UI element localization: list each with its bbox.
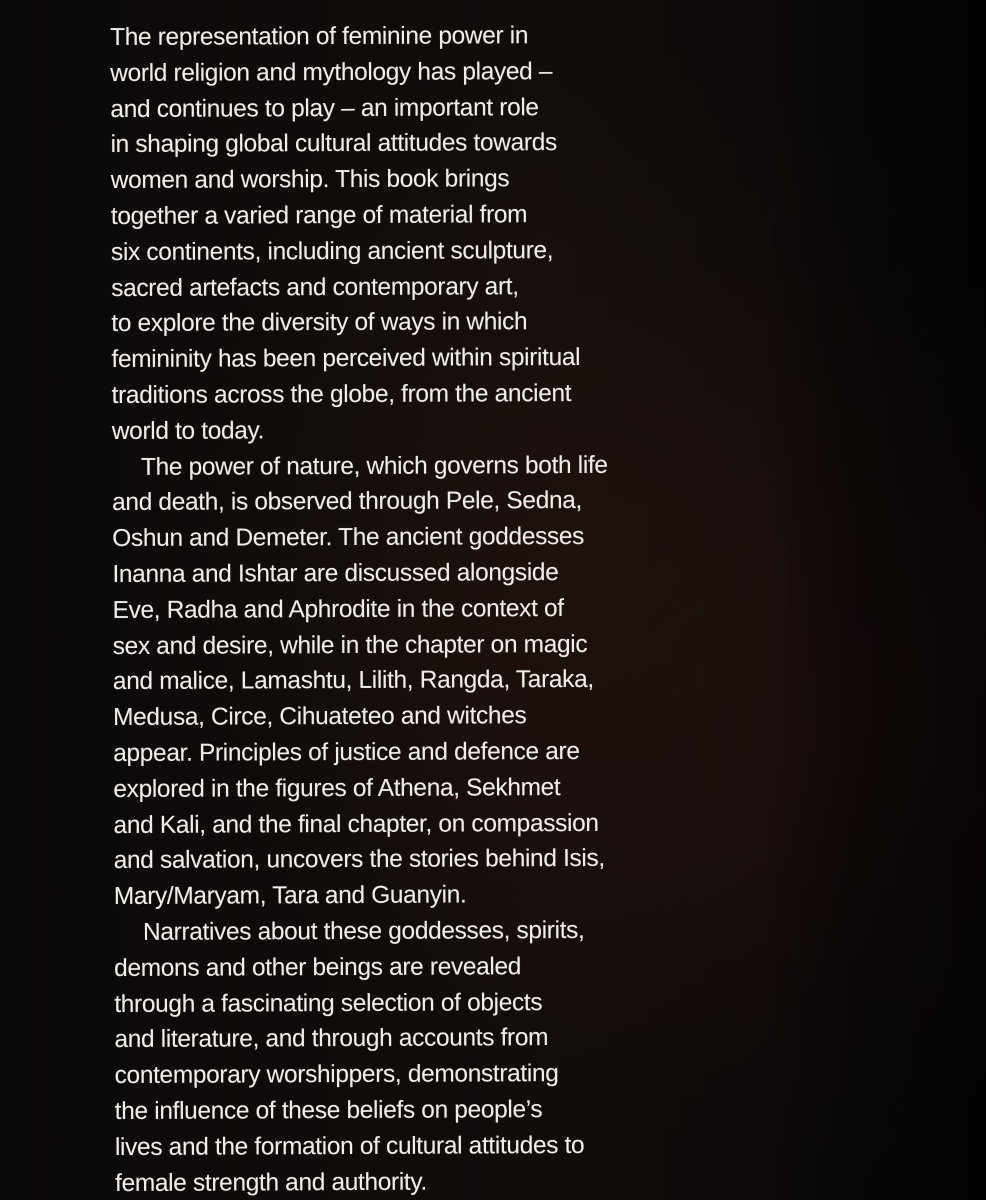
text-line: Inanna and Ishtar are discussed alongside: [112, 559, 559, 588]
text-line: world religion and mythology has played –: [110, 57, 553, 87]
text-line: contemporary worshippers, demonstrating: [114, 1060, 559, 1090]
text-line: and continues to play – an important role: [110, 93, 539, 123]
text-line: and salvation, uncovers the stories behind Isis,: [113, 845, 605, 875]
text-line: Medusa, Circe, Cihuateteo and witches: [112, 702, 527, 732]
text-line: explored in the figures of Athena, Sekhmet: [113, 773, 561, 803]
text-line: The representation of feminine power in: [110, 22, 529, 51]
text-line: The power of nature, which governs both life: [140, 451, 608, 481]
text-line: six continents, including ancient sculpture,: [110, 236, 554, 266]
text-line: traditions across the globe, from the ancient: [111, 379, 572, 409]
text-line: demons and other beings are revealed: [114, 952, 522, 982]
text-line: sex and desire, while in the chapter on magic: [112, 630, 588, 660]
paragraph-1: [110, 18, 672, 450]
text-line: through a fascinating selection of objects: [114, 988, 543, 1018]
text-line: in shaping global cultural attitudes towards: [110, 129, 557, 159]
text-line: appear. Principles of justice and defence are: [113, 737, 580, 767]
text-line: femininity has been perceived within spiritual: [111, 344, 581, 374]
cover-blurb: [110, 18, 675, 1200]
text-line: lives and the formation of cultural attitudes to: [114, 1131, 585, 1161]
text-line: Mary/Maryam, Tara and Guanyin.: [113, 881, 467, 911]
text-line: and death, is observed through Pele, Sedna,: [112, 487, 583, 517]
page-shadow: [760, 0, 986, 1200]
text-line: and literature, and through accounts from: [114, 1024, 549, 1054]
text-line: together a varied range of material from: [110, 201, 528, 230]
text-line: and Kali, and the final chapter, on compassion: [113, 809, 599, 839]
text-line: to explore the diversity of ways in which: [111, 308, 528, 338]
text-line: Oshun and Demeter. The ancient goddesses: [112, 523, 585, 553]
paragraph-2: [112, 447, 674, 915]
text-line: Eve, Radha and Aphrodite in the context of: [112, 594, 564, 624]
text-line: sacred artefacts and contemporary art,: [111, 272, 519, 302]
text-line: female strength and authority.: [115, 1168, 427, 1197]
text-line: and malice, Lamashtu, Lilith, Rangda, Taraka,: [112, 666, 594, 696]
text-line: Narratives about these goddesses, spirits,: [142, 916, 585, 946]
text-line: women and worship. This book brings: [110, 165, 510, 195]
text-line: the influence of these beliefs on people’s: [114, 1096, 543, 1125]
text-line: world to today.: [111, 417, 265, 445]
paragraph-3: [114, 912, 675, 1200]
